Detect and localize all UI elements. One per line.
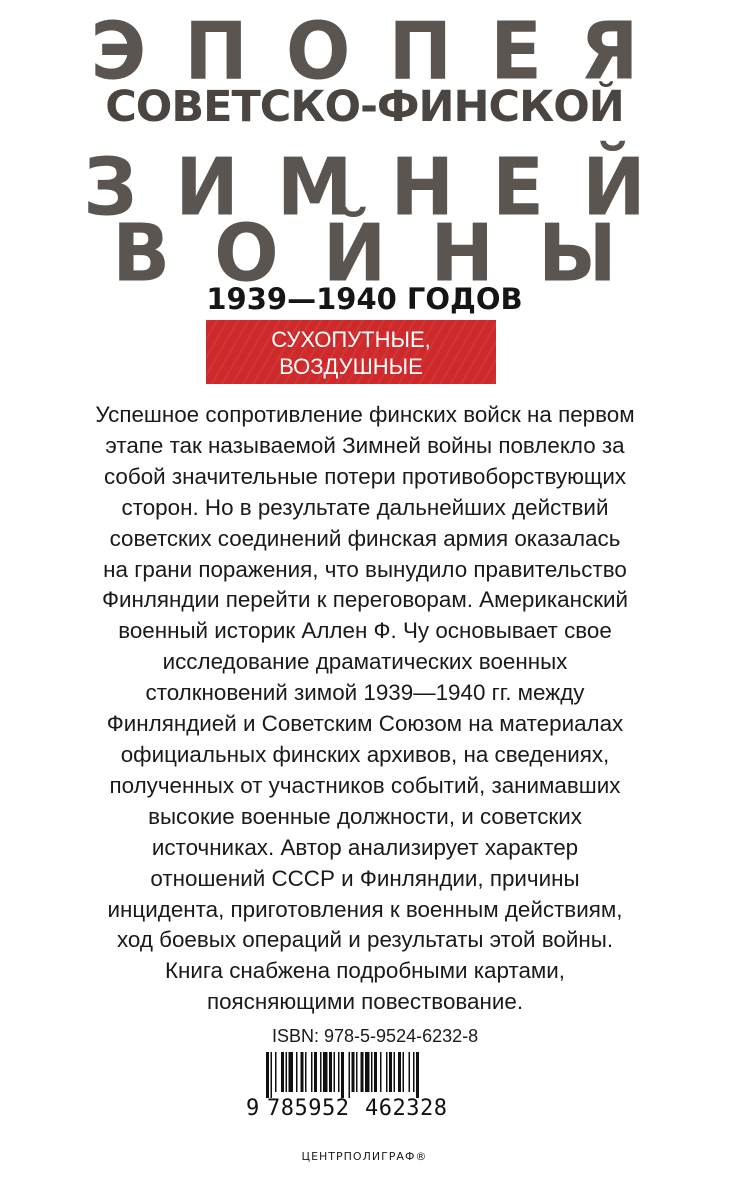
description-line: инцидента, приготовления к военным действиям, (107, 896, 623, 922)
title-letter: П (184, 3, 248, 97)
title-letter: Е (492, 139, 545, 233)
title-letter: Я (580, 3, 639, 97)
barcode (246, 1052, 460, 1098)
description-line: сторон. Но в результате дальнейших действий (121, 494, 609, 520)
publisher-logo: ЦЕНТРПОЛИГРАФ® (301, 1150, 428, 1163)
description-line: столкновений зимой 1939—1940 гг. между (145, 680, 585, 706)
description-line: ход боевых операций и результаты этой войны. (116, 927, 614, 953)
barcode-digits-right: 462328 (365, 1096, 448, 1121)
title-letter: Й (322, 205, 387, 299)
description-line: источниках. Автор анализирует характер (151, 834, 579, 860)
description-line: Книга снабжена подробными картами, (164, 958, 566, 984)
book-description (60, 400, 670, 1018)
title-letter: Й (582, 139, 646, 233)
title-letter: Э (90, 3, 147, 97)
barcode-digits (246, 1094, 466, 1124)
description-line: собой значительные потери противоборствующих (103, 463, 627, 489)
title-letter: П (388, 3, 453, 97)
title-letter: О (214, 205, 279, 299)
title-letter: Е (490, 3, 542, 97)
description-line: полученных от участников событий, занимавших (109, 772, 621, 798)
description-line: военный историк Аллен Ф. Чу основывает свое (118, 618, 612, 644)
description-line: официальных финских архивов, на сведениях, (120, 741, 610, 767)
description-line: на грани поражения, что вынудило правительство (103, 556, 627, 582)
subtitle-line: СУХОПУТНЫЕ, ВОЗДУШНЫЕ (271, 327, 431, 379)
title-letter: М (276, 139, 353, 233)
description-line: советских соединений финская армия оказалась (109, 525, 621, 551)
description-line: исследование драматических военных (162, 649, 568, 675)
title-line-epopeya (0, 3, 729, 97)
description-line: Успешное сопротивление финских войск на первом (95, 402, 635, 427)
barcode-digits-left: 785952 (267, 1096, 350, 1121)
title-letter: В (112, 205, 171, 299)
title-line-sovetsko-finskoy: СОВЕТСКО-ФИНСКОЙ (105, 82, 624, 132)
description-line: поясняющими повествование. (206, 989, 524, 1015)
description-line: отношений СССР и Финляндии, причины (150, 865, 580, 891)
title-letter: З (83, 139, 138, 233)
title-letter: Ы (538, 205, 617, 299)
description-line: Финляндии перейти к переговорам. Американский (101, 587, 629, 613)
years-heading: 1939—1940 ГОДОВ (206, 282, 523, 316)
title-letter: И (175, 139, 239, 233)
barcode-digit-first: 9 (246, 1096, 260, 1121)
subtitle-line: И МОРСКИЕ ОПЕРАЦИИ (220, 381, 482, 406)
description-line: Финляндией и Советским Союзом на материалах (106, 711, 624, 737)
isbn-label: ISBN: 978-5-9524-6232-8 (272, 1026, 479, 1046)
subtitle-red-box (206, 320, 496, 406)
description-line: этапе так называемой Зимней войны повлекло за (105, 432, 625, 458)
title-letter: О (285, 3, 351, 97)
description-line: высокие военные должности, и советских (148, 803, 582, 829)
title-letter: Н (390, 139, 455, 233)
title-letter: Н (430, 205, 494, 299)
